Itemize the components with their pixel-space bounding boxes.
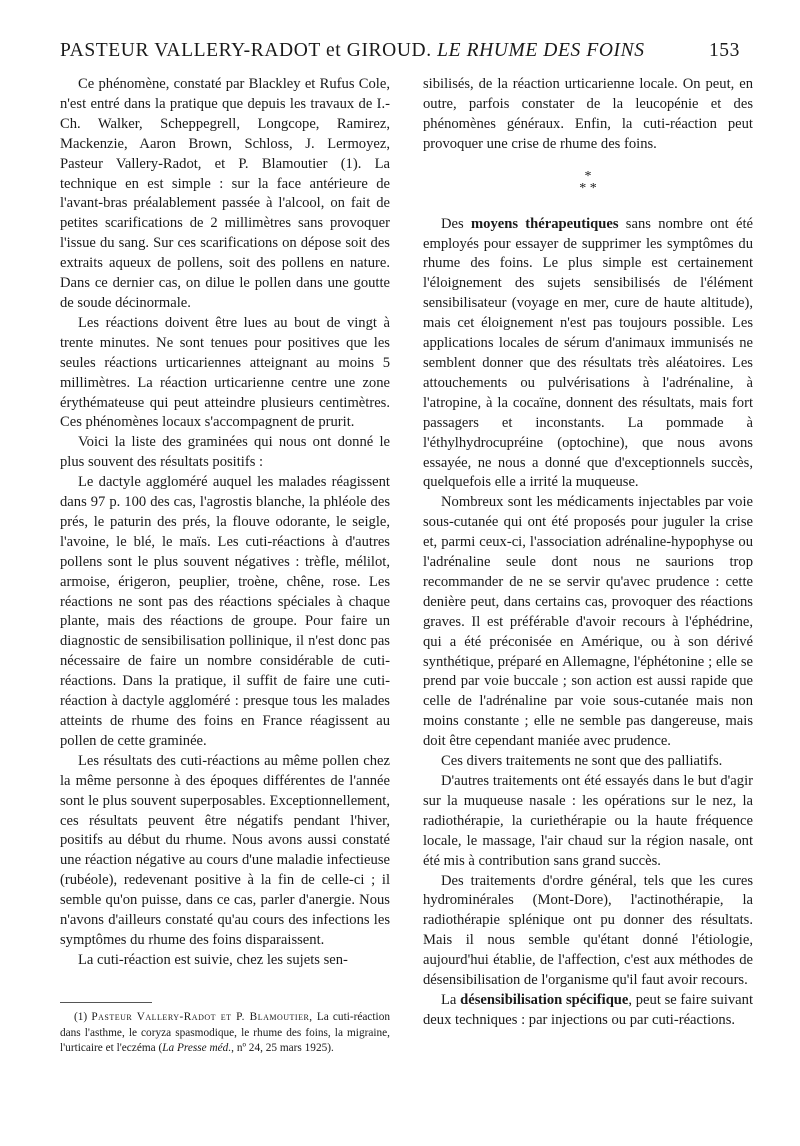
p6-rest: , peut se faire suivant deux techniques : par injections ou par cuti-réactions. [423,991,753,1028]
p1-bold-term: moyens thérapeutiques [470,215,619,232]
paragraph: Les résultats des cuti-réactions au même pollen chez la même personne à des époques différentes de l'année sont le plus souvent superposables. Exceptionnellement, ces résultats peuvent être négatifs pendant l'hiver, positifs au début du rhume. Nous avons aussi constaté une réaction négative au cours d'une maladie infectieuse (rubéole), redevenant positive à la fin de celle-ci ; il semble qu'on puisse, dans ce cas, parler d'anergie. Nous n'avons d'ailleurs constaté qu'au cours des infections les symptômes du rhume des foins disparaissent. [60,752,390,948]
p6-lead: La [441,991,461,1008]
footnote-journal: La Presse méd. [162,1042,232,1054]
header-authors: PASTEUR VALLERY-RADOT et GIROUD. [60,40,432,61]
left-column [60,75,390,971]
paragraph-therapeutics [423,215,753,494]
header-title: LE RHUME DES FOINS [437,40,645,61]
footnote-marker: (1) [74,1011,92,1023]
paragraph: Ce phénomène, constaté par Blackley et Rufus Cole, n'est entré dans la pratique que depuis les travaux de I.-Ch. Walker, Scheppegrell, Longcope, Ramirez, Mackenzie, Aaron Brown, Schloss, J. Lermoyez, Pasteur Vallery-Radot, et P. Blamoutier (1). La technique en est simple : sur la face antérieure de l'avant-bras préalablement passée à l'alcool, on fait de petites scarifications de 2 millimètres sans provoquer l'issue du sang. Sur ces scarifications on dépose soit des extraits aqueux de pollens, soit des pollens en nature. Dans ce dernier cas, on dilue le pollen dans une goutte de soude décinormale. [60,76,390,311]
page-number: 153 [708,40,740,61]
paragraph: Nombreux sont les médicaments injectables par voie sous-cutanée qui ont été proposés pour juguler la crise et, parmi ceux-ci, l'association adrénaline-hypophyse ou l'adrénaline seule dont nous ne saurions trop recommander de ne se servir qu'avec prudence : cette denière peut, dans certains cas, provoquer des réactions graves. Il est préférable d'avoir recours à l'éphédrine, qui a été préconisée en Amérique, ou à son dérivé synthétique, préparé en Allemagne, l'éphétonine ; elle se prend par voie buccale ; son action est aussi rapide que celle de l'adrénaline par voie sous-cutanée mais non moins constante ; elle ne semble pas dangereuse, mais doit être cependant maniée avec prudence. [423,494,753,750]
footnote-body: La cuti-réaction dans l'asthme, le coryza spasmodique, le rhume des foins, la migraine, l'urticaire et l'eczéma ( [60,1011,390,1054]
footnote-ref: , nº 24, 25 mars 1925). [231,1042,334,1054]
paragraph: Le dactyle aggloméré auquel les malades réagissent dans 97 p. 100 des cas, l'agrostis blanche, la phléole des prés, le paturin des prés, la flouve odorante, le seigle, l'avoine, le blé, le maïs. Les cuti-réactions à d'autres pollens sont le plus souvent négatives : trèfle, mélilot, armoise, érigeron, peuplier, troène, chêne, rose. Les réactions ne sont pas des réactions spéciales à chaque plante, mais des réactions de groupe. Pour faire un diagnostic de sensibilisation pollinique, il n'est donc pas nécessaire de faire un nombre considérable de cuti-réactions. Dans la pratique, il suffit de faire une cuti-réaction à dactyle aggloméré : presque tous les malades atteints de rhume des foins en France réagissent au pollen de cette graminée. [60,474,390,749]
footnote-authors: Pasteur Vallery-Radot et P. Blamoutier, [91,1011,313,1023]
paragraph: D'autres traitements ont été essayés dans le but d'agir sur la muqueuse nasale : les opérations sur le nez, la radiothérapie, la curiethérapie ou la haute fréquence locale, le massage, l'air chaud sur la région nasale, ont été mis à contribution sans grand succès. [423,773,753,869]
footnote [60,1010,390,1057]
separator-stars-bottom: * * [579,180,597,196]
paragraph: Les réactions doivent être lues au bout de vingt à trente minutes. Ne sont tenues pour positives que les seules réactions urticariennes atteignant au moins 5 millimètres. La réaction urticarienne centre une zone érythémateuse qui peut atteindre plusieurs centimètres. Ces phénomènes locaux s'accompagnent de prurit. [60,314,390,431]
footnote-rule [60,1002,152,1003]
running-header [60,40,740,68]
p1-rest: sans nombre ont été employés pour essayer de supprimer les symptômes du rhume des foins. Le plus simple est certainement l'éloignement des sujets sensibilisés de l'élément sensibilisateur (voyage en mer, cure de haute altitude), mais cet éloignement n'est pas toujours possible. Les applications locales de sérum d'animaux immunisés ne semblent donner que des résultats très aléatoires. Les attouchements ou pulvérisations à l'adrénaline, à l'atropine, à la cocaïne, donnent des résultats, mais fort passagers et inconstants. La pommade à l'éthylhydrocupréine (optochine), que nous avons essayée, ne nous a donné que d'exceptionnels succès, quelquefois elle a irrité la muqueuse. [423,215,753,491]
paragraph-desensitization [423,991,753,1031]
paragraph: Voici la liste des graminées qui nous ont donné le plus souvent des résultats positifs : [60,434,390,471]
p1-lead: Des [441,215,471,232]
paragraph: La cuti-réaction est suivie, chez les sujets sen- [78,951,348,968]
paragraph: Ces divers traitements ne sont que des palliatifs. [441,753,723,770]
paragraph-continued: sibilisés, de la réaction urticarienne locale. On peut, en outre, parfois constater de la leucopénie et des phénomènes généraux. Enfin, la cuti-réaction peut provoquer une crise de rhume des foins. [423,76,753,152]
right-column [423,75,753,1031]
paragraph: Des traitements d'ordre général, tels que les cures hydrominérales (Mont-Dore), l'actinothérapie, la radiothérapie splénique ont pu donner des résultats. Mais il nous semble qu'étant donné l'étiologie, aujourd'hui établie, de l'affection, c'est aux méthodes de désensibilisation de l'organisme qu'il faut avoir recours. [423,872,753,989]
footnote-text [60,1010,390,1057]
section-separator [423,168,753,196]
separator-star-top: * [584,168,592,184]
p6-bold-term: désensibilisation spécifique [460,991,629,1008]
